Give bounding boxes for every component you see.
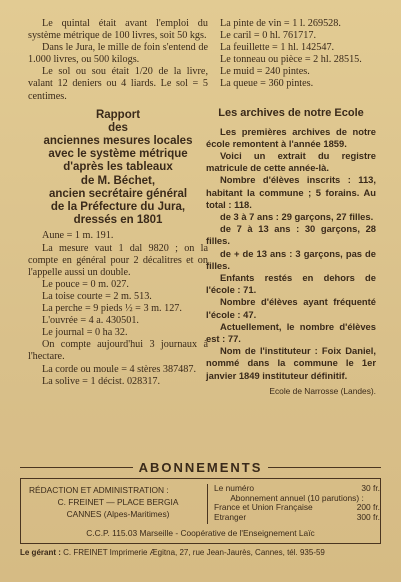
tarif-etranger-label: Etranger	[214, 511, 247, 522]
printer-footer	[20, 548, 381, 557]
archives-para-9: Actuellement, le nombre d'élèves est : 77.	[206, 320, 376, 345]
toise-line: La toise courte = 2 m. 513.	[42, 290, 152, 302]
header-rule-right	[268, 467, 381, 468]
queue-line: La queue = 360 pintes.	[220, 78, 314, 90]
left-column	[28, 18, 208, 388]
ouvree-line: L'ouvrée = 4 a. 430501.	[42, 315, 139, 327]
report-title-1: Rapport	[95, 108, 141, 121]
report-title-7: ancien secrétaire général	[48, 187, 188, 200]
solive-line: La solive = 1 décist. 028317.	[42, 375, 161, 387]
archives-para-3: Nombre d'élèves inscrits : 113, habitant la commune ; 5 forains. Au total : 118.	[206, 174, 376, 210]
journal-line: Le journal = 0 ha 32.	[42, 327, 128, 339]
aune-line: Aune = 1 m. 191.	[42, 230, 114, 242]
caril-line: Le caril = 0 hl. 761717.	[220, 30, 316, 42]
journaux-paragraph: On compte aujourd'hui 3 journaux à l'hectare.	[28, 339, 208, 363]
mesure-paragraph: La mesure vaut 1 dal 9820 ; on la compte en général pour 2 décalitres et on l'appelle aussi un double.	[28, 242, 208, 278]
tarif-annuel: Abonnement annuel (10 parutions) :	[230, 492, 364, 503]
abonnements-box	[20, 478, 381, 544]
ccp-line: C.C.P. 115.03 Marseille - Coopérative de l'Enseignement Laïc	[86, 528, 315, 538]
report-title-6: de M. Béchet,	[80, 174, 156, 187]
tarif-numero-price: 30 fr.	[361, 483, 380, 493]
mille-paragraph: Dans le Jura, le mille de foin s'entend de 1.000 livres, ou 500 kilogs.	[28, 42, 208, 66]
archives-para-7: Enfants restés en dehors de l'école : 71.	[206, 272, 376, 296]
perche-line: La perche = 9 pieds ½ = 3 m. 127.	[42, 303, 182, 315]
tonneau-line: Le tonneau ou pièce = 2 hl. 28515.	[220, 54, 362, 66]
redaction-city: CANNES (Alpes-Maritimes)	[66, 509, 170, 519]
right-column	[206, 18, 376, 397]
pinte-line: La pinte de vin = 1 l. 269528.	[220, 18, 341, 29]
tarif-etranger-price: 300 fr.	[356, 511, 380, 522]
school-signature: Ecole de Narrosse (Landes).	[269, 385, 376, 396]
corde-line: La corde ou moule = 4 stères 387487.	[42, 363, 196, 375]
archives-para-8: Nombre d'élèves ayant fréquenté l'école : 47.	[206, 296, 376, 320]
tarif-row-etranger	[214, 513, 380, 523]
archives-title: Les archives de notre Ecole	[218, 106, 364, 119]
tarif-numero-label: Le numéro	[214, 483, 255, 493]
tarifs-block	[207, 484, 380, 524]
tarif-france-price: 200 fr.	[356, 502, 380, 512]
quintal-paragraph: Le quintal était avant l'emploi du système métrique de 100 livres, soit 50 kgs.	[28, 18, 208, 42]
tarif-france-label: France et Union Française	[214, 502, 313, 512]
redaction-address: C. FREINET — PLACE BERGIA	[57, 497, 179, 507]
abonnements-title: ABONNEMENTS	[138, 460, 263, 475]
redaction-label: RÉDACTION ET ADMINISTRATION :	[29, 485, 169, 495]
report-title-3: anciennes mesures locales	[43, 135, 193, 148]
archives-para-10: Nom de l'instituteur : Foix Daniel, nommé dans la commune le 1er janvier 1849 instituteur définitif.	[206, 345, 376, 381]
archives-para-5: de 7 à 13 ans : 30 garçons, 28 filles.	[206, 223, 376, 247]
report-title-8: de la Préfecture du Jura,	[50, 201, 186, 214]
report-title-9: dressés en 1801	[73, 214, 163, 227]
archives-para-4: de 3 à 7 ans : 29 garçons, 27 filles.	[220, 210, 374, 222]
abonnements-header	[20, 460, 381, 475]
redaction-block	[29, 484, 207, 520]
gerant-label: Le gérant :	[20, 548, 61, 557]
archives-para-6: de + de 13 ans : 3 garçons, pas de filles.	[206, 247, 376, 271]
pouce-line: Le pouce = 0 m. 027.	[42, 278, 129, 290]
feuillette-line: La feuillette = 1 hl. 142547.	[220, 42, 335, 54]
report-title-5: d'après les tableaux	[63, 161, 173, 174]
archives-para-2: Voici un extrait du registre matricule de cette année-là.	[206, 149, 376, 174]
gerant-text: C. FREINET Imprimerie Ægitna, 27, rue Jean-Jaurès, Cannes, tél. 935-59	[63, 548, 325, 557]
header-rule-left	[20, 467, 133, 468]
report-title-4: avec le système métrique	[48, 148, 188, 161]
muid-line: Le muid = 240 pintes.	[220, 66, 310, 78]
archives-para-1: Les premières archives de notre école remontent à l'année 1859.	[206, 125, 376, 149]
report-title-2: des	[108, 121, 128, 134]
sol-paragraph: Le sol ou sou était 1/20 de la livre, valant 12 deniers ou 4 liards. Le sol = 5 centimes.	[28, 66, 208, 102]
